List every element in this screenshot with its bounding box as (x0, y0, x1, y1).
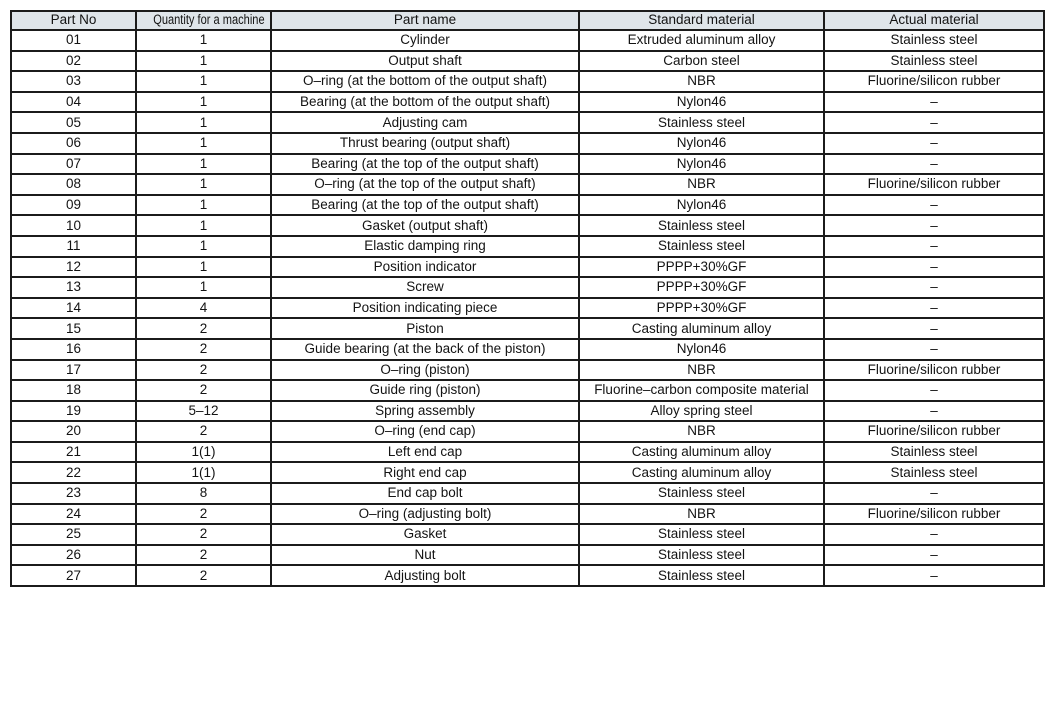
cell-actual-material: – (824, 112, 1044, 133)
column-header-quantity (136, 11, 271, 30)
cell-part-name: Bearing (at the top of the output shaft) (271, 195, 579, 216)
table-row (11, 318, 1044, 339)
cell-actual-material: – (824, 483, 1044, 504)
cell-part-no: 22 (11, 462, 136, 483)
cell-part-name: End cap bolt (271, 483, 579, 504)
cell-standard-material: Stainless steel (579, 545, 824, 566)
cell-quantity: 2 (136, 380, 271, 401)
cell-actual-material: Fluorine/silicon rubber (824, 504, 1044, 525)
cell-part-no: 21 (11, 442, 136, 463)
cell-quantity: 1 (136, 92, 271, 113)
cell-standard-material: Nylon46 (579, 195, 824, 216)
cell-part-name: Bearing (at the top of the output shaft) (271, 154, 579, 175)
cell-quantity: 1(1) (136, 462, 271, 483)
cell-quantity: 4 (136, 298, 271, 319)
column-header-part-name (271, 11, 579, 30)
cell-quantity: 1 (136, 133, 271, 154)
cell-part-no: 23 (11, 483, 136, 504)
cell-quantity: 1 (136, 257, 271, 278)
cell-actual-material: – (824, 133, 1044, 154)
cell-standard-material: PPPP+30%GF (579, 298, 824, 319)
cell-actual-material: – (824, 524, 1044, 545)
column-header-label: Part No (50, 12, 97, 28)
column-header-label: Standard material (648, 12, 755, 28)
column-header-actual-material (824, 11, 1044, 30)
cell-actual-material: – (824, 401, 1044, 422)
cell-actual-material: Stainless steel (824, 30, 1044, 51)
cell-part-no: 11 (11, 236, 136, 257)
cell-part-name: Position indicating piece (271, 298, 579, 319)
cell-part-name: Guide ring (piston) (271, 380, 579, 401)
cell-quantity: 5–12 (136, 401, 271, 422)
cell-part-no: 06 (11, 133, 136, 154)
table-row (11, 545, 1044, 566)
cell-part-name: O–ring (at the top of the output shaft) (271, 174, 579, 195)
cell-standard-material: Nylon46 (579, 92, 824, 113)
cell-part-name: Elastic damping ring (271, 236, 579, 257)
cell-actual-material: – (824, 298, 1044, 319)
cell-part-no: 05 (11, 112, 136, 133)
table-row (11, 277, 1044, 298)
cell-part-name: Cylinder (271, 30, 579, 51)
table-row (11, 92, 1044, 113)
column-header-label: Actual material (889, 12, 979, 28)
cell-standard-material: Nylon46 (579, 339, 824, 360)
cell-standard-material: PPPP+30%GF (579, 277, 824, 298)
cell-quantity: 1 (136, 215, 271, 236)
cell-part-no: 17 (11, 360, 136, 381)
table-row (11, 401, 1044, 422)
parts-table (10, 10, 1045, 587)
cell-standard-material: Stainless steel (579, 565, 824, 586)
cell-standard-material: PPPP+30%GF (579, 257, 824, 278)
cell-standard-material: Nylon46 (579, 133, 824, 154)
cell-part-name: Gasket (output shaft) (271, 215, 579, 236)
cell-actual-material: – (824, 380, 1044, 401)
cell-quantity: 2 (136, 524, 271, 545)
cell-actual-material: – (824, 215, 1044, 236)
cell-quantity: 1 (136, 195, 271, 216)
cell-standard-material: Fluorine–carbon composite material (579, 380, 824, 401)
cell-standard-material: NBR (579, 71, 824, 92)
cell-quantity: 1 (136, 51, 271, 72)
cell-quantity: 2 (136, 360, 271, 381)
cell-actual-material: Stainless steel (824, 51, 1044, 72)
table-row (11, 524, 1044, 545)
cell-actual-material: – (824, 318, 1044, 339)
table-row (11, 30, 1044, 51)
table-row (11, 195, 1044, 216)
cell-part-no: 26 (11, 545, 136, 566)
cell-part-no: 16 (11, 339, 136, 360)
cell-part-name: O–ring (adjusting bolt) (271, 504, 579, 525)
cell-actual-material: Fluorine/silicon rubber (824, 421, 1044, 442)
cell-standard-material: NBR (579, 504, 824, 525)
table-row (11, 483, 1044, 504)
cell-quantity: 1 (136, 277, 271, 298)
cell-actual-material: Stainless steel (824, 442, 1044, 463)
cell-standard-material: Stainless steel (579, 236, 824, 257)
column-header-label: Part name (393, 12, 457, 28)
cell-standard-material: Alloy spring steel (579, 401, 824, 422)
table-header (11, 11, 1044, 30)
cell-actual-material: – (824, 565, 1044, 586)
cell-quantity: 2 (136, 339, 271, 360)
cell-part-no: 19 (11, 401, 136, 422)
cell-part-no: 10 (11, 215, 136, 236)
column-header-label: Quantity for a machine (153, 12, 265, 28)
cell-part-name: Adjusting cam (271, 112, 579, 133)
table-row (11, 442, 1044, 463)
cell-part-no: 18 (11, 380, 136, 401)
cell-standard-material: Stainless steel (579, 215, 824, 236)
cell-part-no: 25 (11, 524, 136, 545)
cell-standard-material: NBR (579, 421, 824, 442)
cell-part-no: 02 (11, 51, 136, 72)
cell-quantity: 2 (136, 565, 271, 586)
cell-part-name: Guide bearing (at the back of the piston) (271, 339, 579, 360)
cell-part-no: 24 (11, 504, 136, 525)
cell-standard-material: Nylon46 (579, 154, 824, 175)
cell-part-name: O–ring (end cap) (271, 421, 579, 442)
cell-part-name: Adjusting bolt (271, 565, 579, 586)
cell-part-name: O–ring (at the bottom of the output shaft) (271, 71, 579, 92)
cell-part-no: 03 (11, 71, 136, 92)
cell-part-no: 14 (11, 298, 136, 319)
table-row (11, 298, 1044, 319)
cell-part-name: Right end cap (271, 462, 579, 483)
cell-part-no: 08 (11, 174, 136, 195)
cell-standard-material: NBR (579, 360, 824, 381)
cell-actual-material: – (824, 92, 1044, 113)
cell-quantity: 2 (136, 421, 271, 442)
cell-part-no: 13 (11, 277, 136, 298)
cell-quantity: 1 (136, 71, 271, 92)
cell-part-name: Screw (271, 277, 579, 298)
cell-part-no: 04 (11, 92, 136, 113)
cell-quantity: 1 (136, 112, 271, 133)
cell-part-no: 27 (11, 565, 136, 586)
cell-standard-material: Casting aluminum alloy (579, 462, 824, 483)
cell-quantity: 2 (136, 504, 271, 525)
table-row (11, 236, 1044, 257)
table-row (11, 133, 1044, 154)
table-row (11, 462, 1044, 483)
table-row (11, 360, 1044, 381)
cell-actual-material: – (824, 236, 1044, 257)
cell-part-name: Output shaft (271, 51, 579, 72)
table-row (11, 421, 1044, 442)
cell-quantity: 1 (136, 154, 271, 175)
table-body (11, 30, 1044, 586)
cell-actual-material: Fluorine/silicon rubber (824, 174, 1044, 195)
column-header-standard-material (579, 11, 824, 30)
header-row (11, 11, 1044, 30)
cell-actual-material: Fluorine/silicon rubber (824, 71, 1044, 92)
cell-quantity: 2 (136, 318, 271, 339)
table-row (11, 154, 1044, 175)
table-row (11, 565, 1044, 586)
cell-actual-material: – (824, 257, 1044, 278)
cell-part-name: Thrust bearing (output shaft) (271, 133, 579, 154)
table-row (11, 51, 1044, 72)
table-row (11, 215, 1044, 236)
table-row (11, 174, 1044, 195)
cell-actual-material: – (824, 277, 1044, 298)
cell-standard-material: Stainless steel (579, 112, 824, 133)
cell-quantity: 8 (136, 483, 271, 504)
cell-part-name: Gasket (271, 524, 579, 545)
cell-standard-material: Carbon steel (579, 51, 824, 72)
table-row (11, 112, 1044, 133)
cell-standard-material: Stainless steel (579, 483, 824, 504)
cell-standard-material: Stainless steel (579, 524, 824, 545)
cell-part-no: 15 (11, 318, 136, 339)
cell-quantity: 1 (136, 30, 271, 51)
table-row (11, 380, 1044, 401)
cell-standard-material: Casting aluminum alloy (579, 442, 824, 463)
cell-standard-material: Extruded aluminum alloy (579, 30, 824, 51)
table-row (11, 257, 1044, 278)
cell-actual-material: – (824, 339, 1044, 360)
cell-actual-material: – (824, 545, 1044, 566)
cell-part-no: 12 (11, 257, 136, 278)
cell-quantity: 2 (136, 545, 271, 566)
table-row (11, 504, 1044, 525)
cell-part-no: 01 (11, 30, 136, 51)
cell-part-no: 07 (11, 154, 136, 175)
cell-actual-material: Fluorine/silicon rubber (824, 360, 1044, 381)
cell-standard-material: Casting aluminum alloy (579, 318, 824, 339)
table-row (11, 71, 1044, 92)
cell-actual-material: – (824, 154, 1044, 175)
cell-actual-material: – (824, 195, 1044, 216)
table-row (11, 339, 1044, 360)
cell-part-name: Position indicator (271, 257, 579, 278)
cell-part-name: Spring assembly (271, 401, 579, 422)
column-header-part-no (11, 11, 136, 30)
cell-part-name: O–ring (piston) (271, 360, 579, 381)
cell-part-no: 09 (11, 195, 136, 216)
cell-part-name: Nut (271, 545, 579, 566)
cell-quantity: 1 (136, 236, 271, 257)
cell-actual-material: Stainless steel (824, 462, 1044, 483)
cell-part-no: 20 (11, 421, 136, 442)
cell-part-name: Left end cap (271, 442, 579, 463)
cell-part-name: Bearing (at the bottom of the output shaft) (271, 92, 579, 113)
cell-standard-material: NBR (579, 174, 824, 195)
cell-part-name: Piston (271, 318, 579, 339)
cell-quantity: 1(1) (136, 442, 271, 463)
cell-quantity: 1 (136, 174, 271, 195)
